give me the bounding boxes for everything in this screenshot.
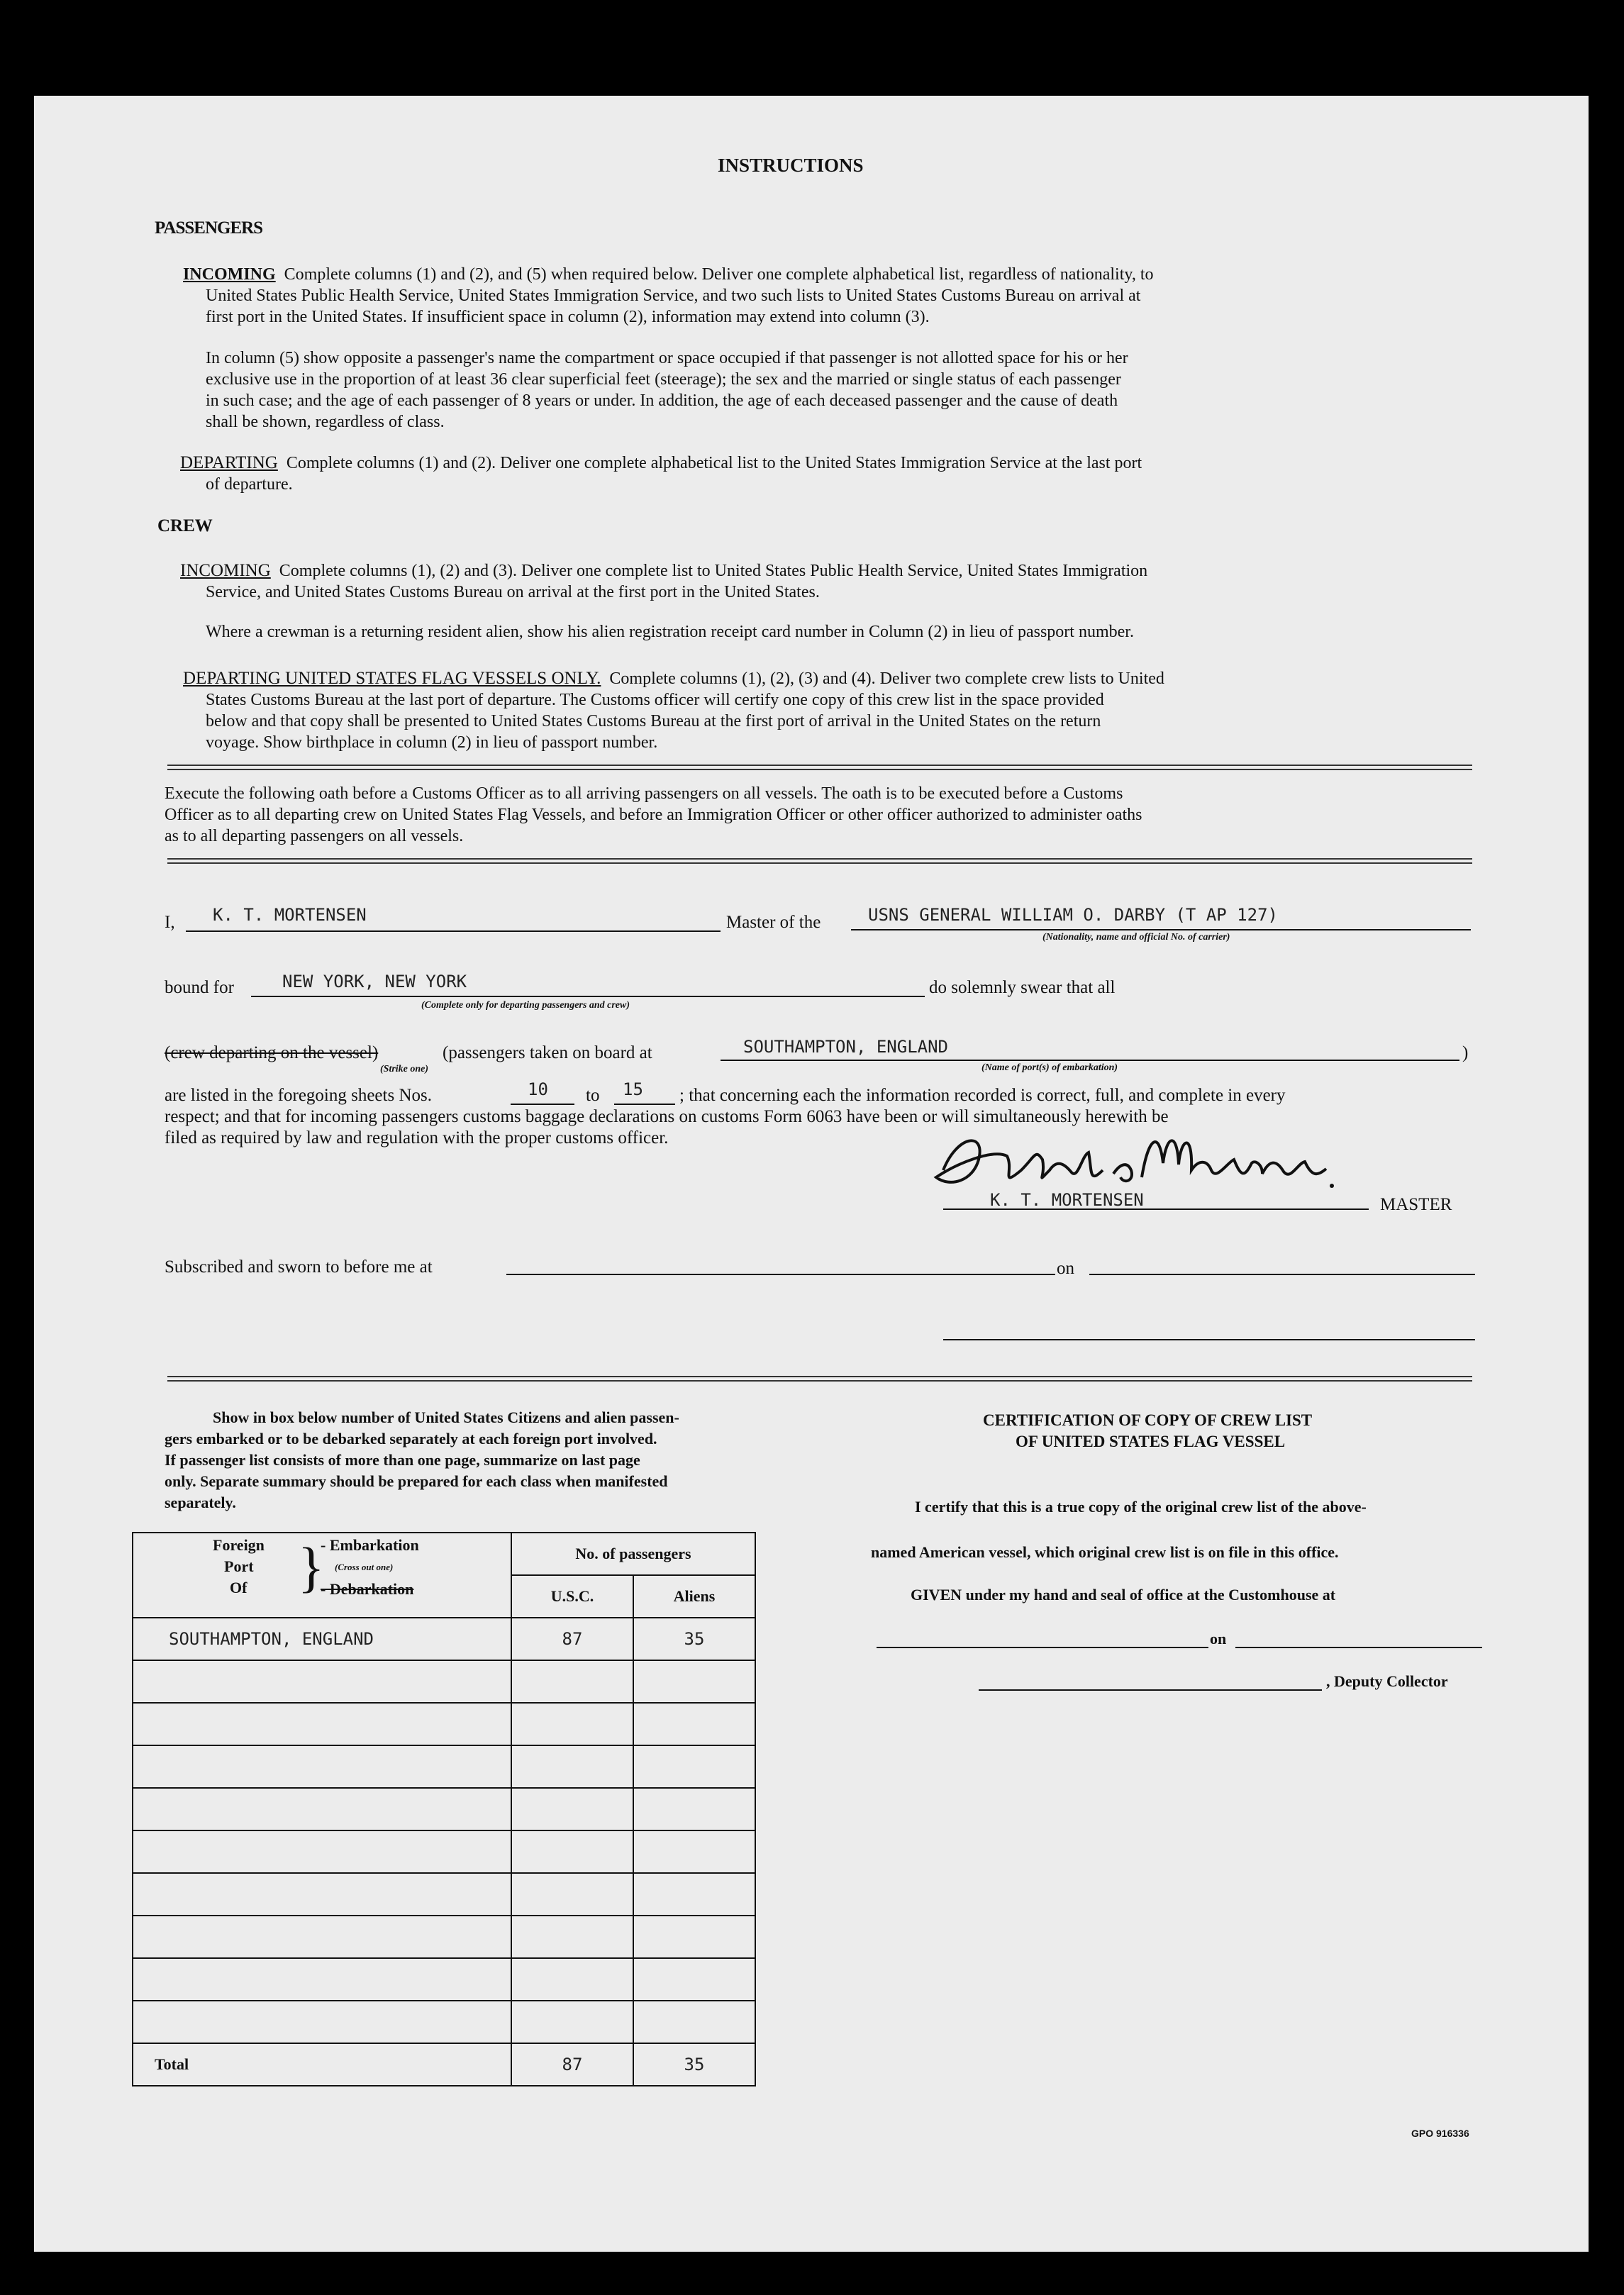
passengers-departing-label: DEPARTING: [180, 453, 278, 472]
crew-departing-label: DEPARTING UNITED STATES FLAG VESSELS ONLY.: [183, 669, 601, 688]
row-usc[interactable]: 87: [511, 1618, 633, 1660]
table-row: [133, 1916, 755, 1958]
col-no-passengers: No. of passengers: [511, 1533, 755, 1575]
table-row: [133, 1745, 755, 1788]
table-row: [133, 2001, 755, 2043]
crew-departing-text1: Complete columns (1), (2), (3) and (4). Deliver two complete crew lists to United: [609, 669, 1164, 688]
column5-line3: in such case; and the age of each passenger of 8 years or under. In addition, the age of each deceased passenger and the cause of death: [206, 391, 1118, 410]
row-usc[interactable]: [511, 1788, 633, 1830]
row-usc[interactable]: [511, 2001, 633, 2043]
oath-instruction-line2: Officer as to all departing crew on United States Flag Vessels, and before an Immigration Officer or other officer authorized to administer oaths: [165, 806, 1142, 824]
row-usc[interactable]: [511, 1660, 633, 1703]
row-port[interactable]: [133, 1703, 511, 1745]
col-debarkation: - Debarkation: [321, 1580, 414, 1598]
passengers-incoming-text1: Complete columns (1) and (2), and (5) when required below. Deliver one complete alphabetical list, regardless of nationality, to: [284, 265, 1154, 284]
row-usc[interactable]: [511, 1873, 633, 1916]
row-aliens[interactable]: [633, 1788, 755, 1830]
row-port[interactable]: [133, 1916, 511, 1958]
certification-line3: GIVEN under my hand and seal of office at the Customhouse at: [911, 1586, 1336, 1604]
row-aliens[interactable]: [633, 1703, 755, 1745]
crew-departing-struck-text: (crew departing on the vessel): [165, 1043, 379, 1062]
summary-instr-line5: separately.: [165, 1494, 236, 1511]
crew-incoming-label: INCOMING: [180, 561, 271, 580]
certification-date-field[interactable]: [1235, 1647, 1482, 1648]
row-port[interactable]: SOUTHAMPTON, ENGLAND: [133, 1618, 511, 1660]
vessel-value: USNS GENERAL WILLIAM O. DARBY (T AP 127): [868, 905, 1278, 925]
certification-on-label: on: [1210, 1630, 1227, 1647]
sheet-to-field[interactable]: [614, 1104, 675, 1105]
crew-incoming-line1: [180, 560, 1147, 582]
strike-caption: (Strike one): [380, 1064, 429, 1074]
signature-typed-name: K. T. MORTENSEN: [990, 1190, 1144, 1210]
row-usc[interactable]: [511, 1745, 633, 1788]
oath-instruction-line3: as to all departing passengers on all vessels.: [165, 827, 464, 845]
crew-departing-struck: [165, 1043, 378, 1064]
listed-label: are listed in the foregoing sheets Nos.: [165, 1086, 432, 1105]
summary-instr-line2: gers embarked or to be debarked separately at each foreign port involved.: [165, 1430, 657, 1447]
col-foreign: Foreign: [213, 1536, 265, 1554]
table-row: [133, 1618, 755, 1660]
table-row: [133, 1703, 755, 1745]
column5-line2: exclusive use in the proportion of at least 36 clear superficial feet (steerage); the sex and the married or single status of each passenger: [206, 370, 1121, 389]
passengers-incoming-line2: United States Public Health Service, United States Immigration Service, and two such lists to United States Customs Bureau on arrival at: [206, 287, 1141, 305]
row-port[interactable]: [133, 1830, 511, 1873]
total-aliens[interactable]: 35: [633, 2043, 755, 2086]
swear-label: do solemnly swear that all: [929, 978, 1116, 997]
divider-1: [167, 765, 1472, 770]
column5-line1: In column (5) show opposite a passenger's name the compartment or space occupied if that passenger is not allotted space for his or her: [206, 349, 1128, 367]
row-aliens[interactable]: [633, 2001, 755, 2043]
passengers-taken-label: (passengers taken on board at: [443, 1043, 652, 1062]
table-header-row: [133, 1533, 755, 1575]
crew-departing-line4: voyage. Show birthplace in column (2) in lieu of passport number.: [206, 733, 658, 752]
customhouse-field[interactable]: [877, 1647, 1208, 1648]
port-caption: (Name of port(s) of embarkation): [981, 1062, 1118, 1073]
passengers-incoming-line1: [183, 264, 1154, 285]
sworn-on-label: on: [1057, 1259, 1074, 1278]
crew-incoming-text1: Complete columns (1), (2) and (3). Deliver one complete list to United States Public Health Service, United States Immigration: [279, 562, 1148, 580]
bound-for-caption: (Complete only for departing passengers and crew): [421, 1000, 630, 1011]
master-name-value: K. T. MORTENSEN: [213, 905, 367, 925]
oath-instruction-line1: Execute the following oath before a Customs Officer as to all arriving passengers on all vessels. The oath is to be executed before a Customs: [165, 784, 1123, 803]
subscribed-label: Subscribed and sworn to before me at: [165, 1257, 433, 1277]
officer-signature-field[interactable]: [943, 1339, 1475, 1340]
bound-for-field[interactable]: [251, 996, 925, 997]
crew-departing-line2: States Customs Bureau at the last port of departure. The Customs officer will certify one copy of this crew list in the space provided: [206, 691, 1104, 709]
row-port[interactable]: [133, 2001, 511, 2043]
row-aliens[interactable]: [633, 1745, 755, 1788]
certification-title-line1: CERTIFICATION OF COPY OF CREW LIST: [983, 1411, 1313, 1429]
col-port: Port: [224, 1557, 254, 1575]
col-of: Of: [230, 1579, 248, 1596]
passengers-departing-line2: of departure.: [206, 475, 293, 494]
to-label: to: [586, 1086, 600, 1105]
row-usc[interactable]: [511, 1830, 633, 1873]
sheet-to-value: 15: [623, 1079, 643, 1099]
deputy-collector-field[interactable]: [979, 1689, 1322, 1691]
footer-code: GPO 916336: [1411, 2128, 1469, 2139]
passengers-incoming-label: INCOMING: [183, 265, 276, 284]
summary-instr-line4: only. Separate summary should be prepared for each class when manifested: [165, 1472, 668, 1490]
divider-2: [167, 858, 1472, 864]
row-port[interactable]: [133, 1745, 511, 1788]
total-usc[interactable]: 87: [511, 2043, 633, 2086]
resident-alien-note: Where a crewman is a returning resident alien, show his alien registration receipt card number in Column (2) in lieu of passport number.: [206, 623, 1134, 641]
passengers-departing-line1: [180, 452, 1142, 474]
master-name-field[interactable]: [186, 930, 721, 932]
summary-instr-line3: If passenger list consists of more than one page, summarize on last page: [165, 1451, 640, 1469]
oath-rest-line2: respect; and that for incoming passengers customs baggage declarations on customs Form 6063 have been or will simultaneously herewith be: [165, 1107, 1169, 1126]
bound-for-label: bound for: [165, 978, 234, 997]
crew-departing-line3: below and that copy shall be presented to United States Customs Bureau at the first port of arrival in the United States on the return: [206, 712, 1101, 730]
table-row: [133, 1830, 755, 1873]
col-cross-out: (Cross out one): [335, 1562, 394, 1572]
row-aliens[interactable]: [633, 1873, 755, 1916]
total-label: Total: [133, 2043, 511, 2086]
total-row: [133, 2043, 755, 2086]
certification-line1: I certify that this is a true copy of the original crew list of the above-: [915, 1498, 1367, 1516]
row-usc[interactable]: [511, 1916, 633, 1958]
row-port[interactable]: [133, 1660, 511, 1703]
row-port[interactable]: [133, 1958, 511, 2001]
col-usc: U.S.C.: [511, 1575, 633, 1618]
row-aliens[interactable]: [633, 1958, 755, 2001]
passengers-heading: PASSENGERS: [155, 218, 263, 238]
col-aliens: Aliens: [633, 1575, 755, 1618]
oath-i-label: I,: [165, 913, 175, 932]
certification-title-line2: OF UNITED STATES FLAG VESSEL: [1016, 1433, 1286, 1450]
row-usc[interactable]: [511, 1703, 633, 1745]
sheet-from-field[interactable]: [511, 1104, 574, 1105]
sheet-from-value: 10: [528, 1079, 548, 1099]
vessel-caption: (Nationality, name and official No. of carrier): [1042, 932, 1230, 943]
row-port[interactable]: [133, 1873, 511, 1916]
crew-departing-line1: [183, 668, 1164, 689]
oath-rest-line3: filed as required by law and regulation with the proper customs officer.: [165, 1128, 669, 1148]
passenger-summary-table: [132, 1532, 756, 2086]
master-label: MASTER: [1380, 1195, 1452, 1214]
row-aliens[interactable]: 35: [633, 1618, 755, 1660]
col-embarkation: - Embarkation: [321, 1536, 419, 1554]
table-row: [133, 1958, 755, 2001]
table-row: [133, 1788, 755, 1830]
bound-for-value: NEW YORK, NEW YORK: [282, 972, 467, 991]
deputy-collector-label: , Deputy Collector: [1326, 1672, 1448, 1690]
close-paren: ): [1462, 1043, 1469, 1062]
column5-line4: shall be shown, regardless of class.: [206, 413, 445, 431]
row-port[interactable]: [133, 1788, 511, 1830]
row-aliens[interactable]: [633, 1660, 755, 1703]
certification-line2: named American vessel, which original crew list is on file in this office.: [871, 1543, 1339, 1561]
port-of-embarkation-field[interactable]: [721, 1060, 1459, 1061]
summary-instr-line1: Show in box below number of United States Citizens and alien passen-: [213, 1408, 679, 1426]
crew-heading: CREW: [157, 516, 213, 535]
sworn-on-date-field[interactable]: [1089, 1274, 1475, 1275]
table-row: [133, 1660, 755, 1703]
row-aliens[interactable]: [633, 1916, 755, 1958]
brace-symbol: }: [298, 1536, 325, 1598]
divider-3: [167, 1376, 1472, 1382]
sworn-at-field[interactable]: [506, 1274, 1055, 1275]
oath-rest-line1: ; that concerning each the information recorded is correct, full, and complete in every: [679, 1086, 1286, 1105]
page-title: INSTRUCTIONS: [718, 155, 864, 176]
crew-incoming-line2: Service, and United States Customs Bureau on arrival at the first port in the United States.: [206, 583, 820, 601]
table-row: [133, 1873, 755, 1916]
master-of-label: Master of the: [726, 913, 821, 932]
passengers-departing-text1: Complete columns (1) and (2). Deliver one complete alphabetical list to the United States Immigration Service at the last port: [286, 454, 1142, 472]
row-aliens[interactable]: [633, 1830, 755, 1873]
vessel-field[interactable]: [851, 929, 1471, 930]
passengers-incoming-line3: first port in the United States. If insufficient space in column (2), information may extend into column (3).: [206, 308, 930, 326]
row-usc[interactable]: [511, 1958, 633, 2001]
foreign-port-header: [133, 1533, 511, 1618]
port-of-embarkation-value: SOUTHAMPTON, ENGLAND: [743, 1037, 948, 1057]
